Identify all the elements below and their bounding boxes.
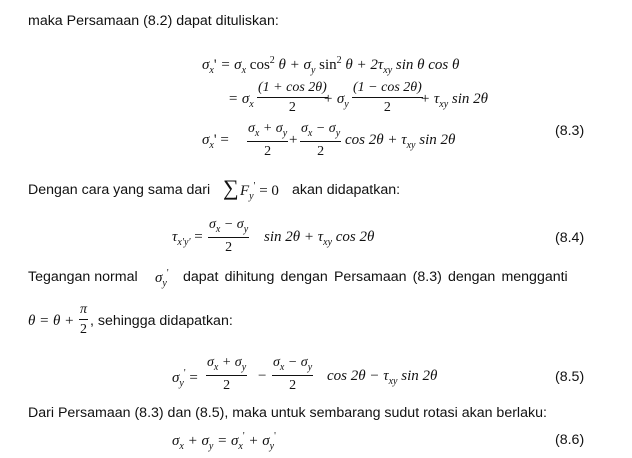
equation-8-2-line-2-prefix: = $\sigma_x$: [228, 91, 254, 110]
theta-substitution: θ = θ +: [28, 313, 75, 329]
equation-8-3-frac-2: $\sigma_x - \sigma_y$ 2: [301, 121, 341, 159]
equation-8-2-line-2-mid: + $\sigma_y$: [323, 91, 349, 110]
equation-8-5-frac-2: $\sigma_x - \sigma_y$ 2: [273, 355, 313, 393]
equation-8-2-line-2-frac-1: (1 + cos 2θ) 2: [258, 80, 327, 115]
sum-force-expression: $F_y' = 0$: [240, 181, 279, 202]
normal-stress-symbol: $\sigma_y'$: [155, 268, 169, 289]
equation-number-8-4: (8.4): [555, 230, 585, 246]
intro-text: maka Persamaan (8.2) dapat dituliskan:: [28, 13, 279, 29]
pi-over-two-fraction: π 2: [80, 302, 88, 337]
similar-text-suffix: akan didapatkan:: [292, 182, 401, 198]
equation-8-5-minus: −: [258, 368, 267, 384]
equation-8-4-tail: $\sin 2\theta + \tau_{xy}$ cos 2θ: [264, 229, 375, 248]
equation-8-2-line-1: $\sigma_x' = \sigma_x$ $\cos^2 \theta + \sigma_y$ $\sin^2 \theta + 2\tau_{xy}$ sin θ cos θ: [202, 55, 460, 76]
equation-8-3-frac-1: $\sigma_x + \sigma_y$ 2: [248, 121, 288, 159]
equation-8-4-lhs: $\tau_{x'y'}$ =: [172, 229, 203, 248]
equation-number-8-3: (8.3): [555, 123, 585, 139]
equation-8-6: $\sigma_x + \sigma_y = \sigma_x' + \sigma_y'$: [172, 431, 276, 452]
equation-8-3-lhs: $\sigma_x'$ =: [202, 132, 229, 151]
equation-8-2-line-2-tail: + $\tau_{xy}$ sin 2θ: [420, 91, 489, 110]
equation-8-5-frac-1: $\sigma_x + \sigma_y$ 2: [207, 355, 247, 393]
equation-8-4-frac: $\sigma_x - \sigma_y$ 2: [209, 217, 249, 255]
equation-8-3-plus: +: [289, 132, 298, 148]
sehingga-text: , sehingga didapatkan:: [90, 313, 233, 329]
similar-text-prefix: Dengan cara yang sama dari: [28, 182, 211, 198]
equation-8-2-line-2-frac-2: (1 − cos 2θ) 2: [353, 80, 422, 115]
equation-8-5-lhs: $\sigma_y'$ =: [172, 368, 198, 389]
normal-stress-text-2: dapat dihitung dengan Persamaan (8.3) dengan mengganti: [183, 269, 568, 285]
equation-8-3-tail: $\cos 2\theta + \tau_{xy}$ sin 2θ: [345, 132, 456, 151]
equation-number-8-5: (8.5): [555, 369, 585, 385]
normal-stress-text-1: Tegangan normal: [28, 269, 138, 285]
sum-symbol: ∑: [223, 175, 239, 200]
equation-8-5-tail: $\cos 2\theta - \tau_{xy}$ sin 2θ: [327, 368, 438, 387]
conclusion-text: Dari Persamaan (8.3) dan (8.5), maka untuk sembarang sudut rotasi akan berlaku:: [28, 405, 547, 421]
equation-number-8-6: (8.6): [555, 432, 585, 448]
